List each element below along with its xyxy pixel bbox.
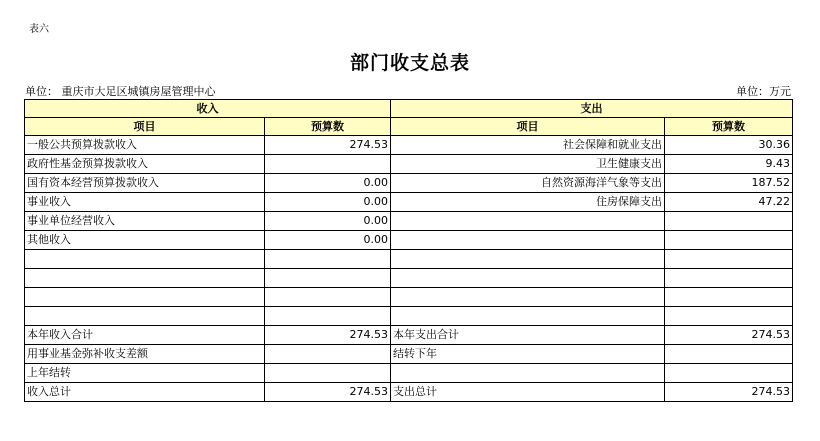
income-summary-label: 本年收入合计 [25, 326, 265, 345]
income-total-amount: 274.53 [265, 383, 391, 402]
table-row [25, 212, 793, 231]
income-item-cell [25, 288, 265, 307]
table-column-header-row [25, 118, 793, 136]
expense-amount-cell: 30.36 [665, 136, 793, 155]
income-amount-cell [265, 307, 391, 326]
income-amount-cell: 274.53 [265, 136, 391, 155]
table-row [25, 250, 793, 269]
table-row [25, 136, 793, 155]
expense-summary-label: 结转下年 [391, 345, 665, 364]
expense-total-amount: 274.53 [665, 383, 793, 402]
expense-summary-label: 本年支出合计 [391, 326, 665, 345]
summary-row [25, 383, 793, 402]
expense-amount-cell [665, 269, 793, 288]
expense-amount-cell [665, 250, 793, 269]
income-item-cell [25, 250, 265, 269]
expense-summary-amount [665, 364, 793, 383]
expense-amount-cell [665, 231, 793, 250]
expense-item-cell [391, 269, 665, 288]
expense-item-cell [391, 307, 665, 326]
summary-row [25, 326, 793, 345]
expense-amount-cell [665, 212, 793, 231]
income-amount-cell: 0.00 [265, 193, 391, 212]
table-row [25, 193, 793, 212]
income-summary-amount [265, 364, 391, 383]
table-row [25, 174, 793, 193]
expense-amount-cell: 187.52 [665, 174, 793, 193]
expense-budget-column-header: 预算数 [665, 118, 793, 136]
expense-item-cell: 社会保障和就业支出 [391, 136, 665, 155]
sheet-number-label: 表六 [29, 24, 49, 35]
income-item-column-header: 项目 [25, 118, 265, 136]
income-item-cell: 事业收入 [25, 193, 265, 212]
income-summary-label: 上年结转 [25, 364, 265, 383]
expense-item-cell [391, 212, 665, 231]
expense-item-cell: 住房保障支出 [391, 193, 665, 212]
table-row [25, 155, 793, 174]
income-summary-amount [265, 345, 391, 364]
income-amount-cell [265, 269, 391, 288]
summary-row [25, 345, 793, 364]
income-summary-amount: 274.53 [265, 326, 391, 345]
income-amount-cell: 0.00 [265, 174, 391, 193]
table-row [25, 231, 793, 250]
income-item-cell: 国有资本经营预算拨款收入 [25, 174, 265, 193]
income-total-label: 收入总计 [25, 383, 265, 402]
expense-total-label: 支出总计 [391, 383, 665, 402]
table-row [25, 269, 793, 288]
income-item-cell: 一般公共预算拨款收入 [25, 136, 265, 155]
table-group-header-row [25, 100, 793, 118]
income-item-cell [25, 269, 265, 288]
income-amount-cell [265, 155, 391, 174]
organization-unit-label: 单位： 重庆市大足区城镇房屋管理中心 [25, 85, 216, 98]
expense-item-cell [391, 288, 665, 307]
income-item-cell: 政府性基金预算拨款收入 [25, 155, 265, 174]
expense-summary-label [391, 364, 665, 383]
income-amount-cell: 0.00 [265, 231, 391, 250]
expense-amount-cell [665, 307, 793, 326]
income-item-cell: 事业单位经营收入 [25, 212, 265, 231]
expense-summary-amount [665, 345, 793, 364]
income-item-cell [25, 307, 265, 326]
expense-item-cell: 卫生健康支出 [391, 155, 665, 174]
income-budget-column-header: 预算数 [265, 118, 391, 136]
income-item-cell: 其他收入 [25, 231, 265, 250]
income-summary-label: 用事业基金弥补收支差额 [25, 345, 265, 364]
income-group-header: 收入 [25, 100, 391, 118]
income-amount-cell [265, 250, 391, 269]
summary-row [25, 364, 793, 383]
expense-amount-cell: 9.43 [665, 155, 793, 174]
expense-item-cell: 自然资源海洋气象等支出 [391, 174, 665, 193]
table-row [25, 307, 793, 326]
expense-amount-cell: 47.22 [665, 193, 793, 212]
income-amount-cell: 0.00 [265, 212, 391, 231]
expense-item-cell [391, 250, 665, 269]
expense-summary-amount: 274.53 [665, 326, 793, 345]
expense-item-cell [391, 231, 665, 250]
table-row [25, 288, 793, 307]
currency-unit-label: 单位：万元 [736, 85, 791, 98]
income-amount-cell [265, 288, 391, 307]
expense-amount-cell [665, 288, 793, 307]
expense-group-header: 支出 [391, 100, 793, 118]
income-expense-table [24, 99, 793, 402]
page-title: 部门收支总表 [349, 52, 470, 74]
expense-item-column-header: 项目 [391, 118, 665, 136]
